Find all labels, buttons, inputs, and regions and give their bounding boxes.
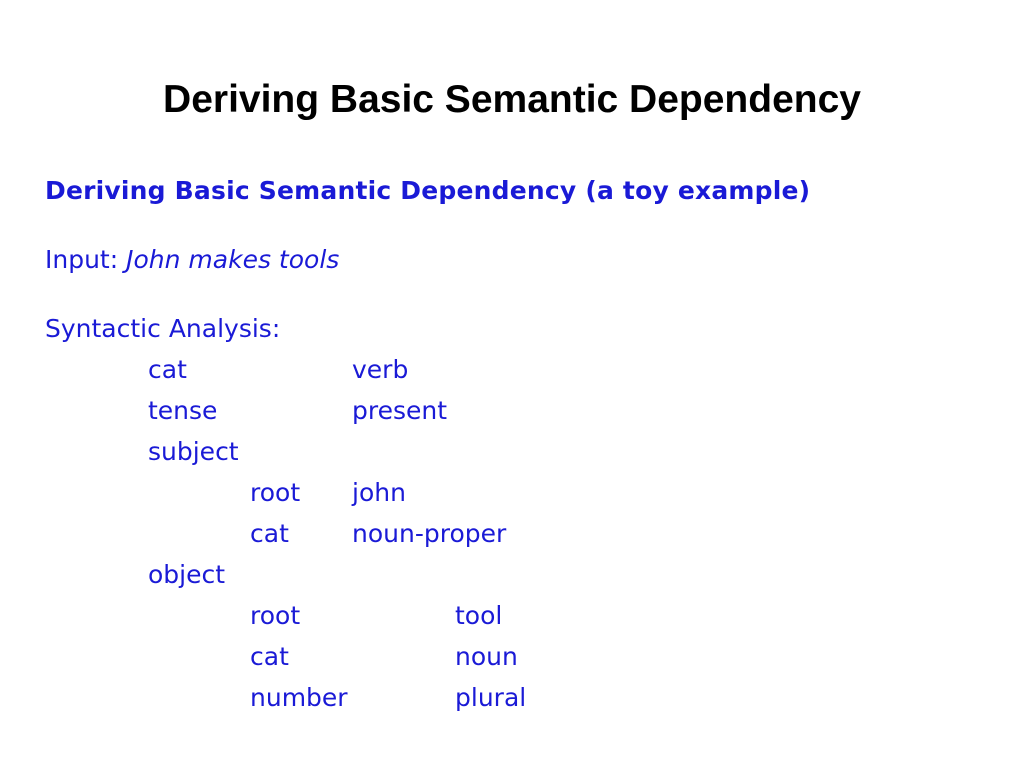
feature-key: cat (250, 642, 289, 671)
input-line (45, 239, 339, 280)
feature-value: noun-proper (352, 519, 507, 548)
feature-value: verb (352, 355, 409, 384)
feature-key: object (148, 560, 226, 589)
feature-key: root (250, 601, 301, 630)
feature-value: tool (455, 601, 503, 630)
feature-row (0, 472, 1024, 513)
feature-value: plural (455, 683, 527, 712)
feature-key: root (250, 478, 301, 507)
feature-value: present (352, 396, 448, 425)
feature-row (0, 595, 1024, 636)
subheading: Deriving Basic Semantic Dependency (a toy example) (45, 176, 811, 205)
feature-row (0, 677, 1024, 718)
feature-key: tense (148, 396, 218, 425)
feature-row (0, 513, 1024, 554)
feature-row (0, 431, 1024, 472)
feature-key: cat (148, 355, 187, 384)
feature-key: number (250, 683, 348, 712)
slide-title: Deriving Basic Semantic Dependency (163, 78, 861, 121)
feature-row (0, 554, 1024, 595)
feature-key: cat (250, 519, 289, 548)
feature-value: john (352, 478, 406, 507)
syntactic-analysis-heading: Syntactic Analysis: (45, 314, 281, 343)
feature-row (0, 390, 1024, 431)
input-label: Input: (45, 245, 119, 274)
feature-row (0, 349, 1024, 390)
input-sentence: John makes tools (126, 245, 340, 274)
feature-row (0, 636, 1024, 677)
feature-key: subject (148, 437, 239, 466)
feature-value: noun (455, 642, 518, 671)
